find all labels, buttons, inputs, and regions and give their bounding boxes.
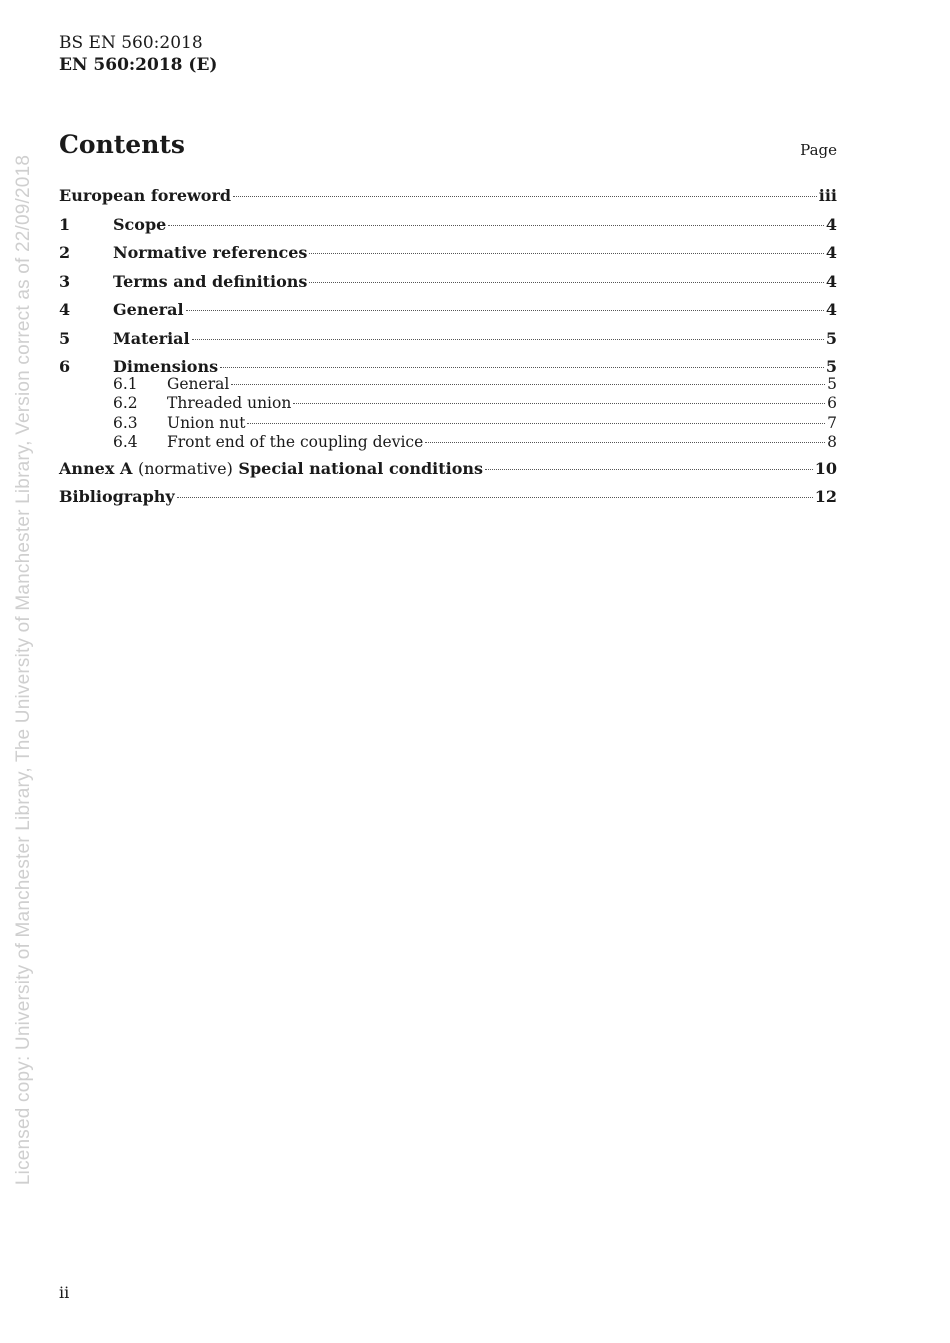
toc-entry-normative-references[interactable] bbox=[59, 241, 837, 270]
dot-leader bbox=[485, 469, 813, 470]
toc-page: 8 bbox=[827, 432, 837, 451]
toc-entry-material[interactable] bbox=[59, 327, 837, 356]
toc-entry-terms-and-definitions[interactable] bbox=[59, 270, 837, 299]
toc-page: 5 bbox=[825, 328, 837, 348]
dot-leader bbox=[192, 339, 824, 340]
dot-leader bbox=[425, 442, 825, 443]
toc-page: iii bbox=[818, 186, 837, 205]
dot-leader bbox=[168, 225, 824, 226]
license-watermark: Licensed copy: University of Manchester Library, The University of Manchester Library, Version correct as of 22/09/2018 bbox=[13, 154, 34, 1186]
toc-title bbox=[59, 457, 483, 481]
dot-leader bbox=[309, 253, 823, 254]
toc-title: Bibliography bbox=[59, 487, 175, 507]
toc-page: 10 bbox=[814, 458, 837, 478]
toc-page: 4 bbox=[825, 271, 837, 291]
toc-page: 12 bbox=[814, 487, 837, 507]
toc-title: Union nut bbox=[167, 413, 246, 432]
toc-title: Material bbox=[113, 328, 190, 348]
toc-entry-general[interactable] bbox=[59, 298, 837, 327]
annex-title: Special national conditions bbox=[238, 458, 484, 478]
standard-id-bs: BS EN 560:2018 bbox=[59, 33, 203, 53]
toc-page: 6 bbox=[827, 394, 837, 413]
toc-title: Front end of the coupling device bbox=[167, 432, 424, 451]
toc-title: General bbox=[167, 375, 230, 393]
toc-title: General bbox=[113, 300, 184, 319]
dot-leader bbox=[220, 367, 824, 368]
dot-leader bbox=[309, 282, 823, 283]
toc-title: Threaded union bbox=[167, 394, 292, 413]
toc-number: 4 bbox=[59, 300, 71, 319]
dot-leader bbox=[231, 384, 825, 385]
page-column-label: Page bbox=[800, 141, 837, 159]
annex-note: (normative) bbox=[137, 458, 233, 478]
toc-page: 5 bbox=[827, 375, 837, 393]
toc-number: 6.4 bbox=[113, 432, 138, 451]
toc-title: Terms and definitions bbox=[113, 271, 308, 291]
toc-entry-bibliography[interactable] bbox=[59, 485, 837, 514]
toc-number: 3 bbox=[59, 271, 71, 291]
dot-leader bbox=[293, 403, 825, 404]
toc-page: 5 bbox=[825, 357, 837, 376]
toc-entry-foreword[interactable] bbox=[59, 184, 837, 213]
toc-number: 1 bbox=[59, 214, 71, 234]
annex-label: Annex A bbox=[59, 458, 133, 478]
toc-entry-annex-a[interactable] bbox=[59, 457, 837, 486]
toc-entry-6-3-union-nut[interactable] bbox=[59, 414, 837, 433]
toc-number: 6.2 bbox=[113, 394, 138, 413]
toc-title: Dimensions bbox=[113, 357, 219, 376]
page-number: ii bbox=[59, 1283, 70, 1302]
toc-page: 4 bbox=[825, 300, 837, 319]
dot-leader bbox=[233, 196, 817, 197]
toc-number: 6 bbox=[59, 357, 71, 376]
toc-title: European foreword bbox=[59, 186, 232, 205]
toc-page: 7 bbox=[827, 413, 837, 432]
toc-number: 6.1 bbox=[113, 375, 138, 393]
table-of-contents bbox=[59, 184, 837, 514]
toc-entry-6-2-threaded-union[interactable] bbox=[59, 394, 837, 413]
toc-entry-dimensions[interactable] bbox=[59, 355, 837, 375]
standard-id-en: EN 560:2018 (E) bbox=[59, 55, 218, 75]
toc-entry-scope[interactable] bbox=[59, 213, 837, 242]
toc-number: 6.3 bbox=[113, 413, 138, 432]
toc-title: Scope bbox=[113, 214, 167, 234]
dot-leader bbox=[186, 310, 824, 311]
dot-leader bbox=[247, 423, 825, 424]
toc-number: 5 bbox=[59, 328, 71, 348]
toc-entry-6-4-front-end[interactable] bbox=[59, 433, 837, 457]
toc-page: 4 bbox=[825, 214, 837, 234]
dot-leader bbox=[177, 497, 813, 498]
document-header bbox=[59, 32, 217, 76]
toc-number: 2 bbox=[59, 243, 71, 262]
toc-entry-6-1-general[interactable] bbox=[59, 375, 837, 394]
toc-title: Normative references bbox=[113, 243, 308, 262]
toc-page: 4 bbox=[825, 243, 837, 262]
page-title: Contents bbox=[59, 130, 186, 159]
